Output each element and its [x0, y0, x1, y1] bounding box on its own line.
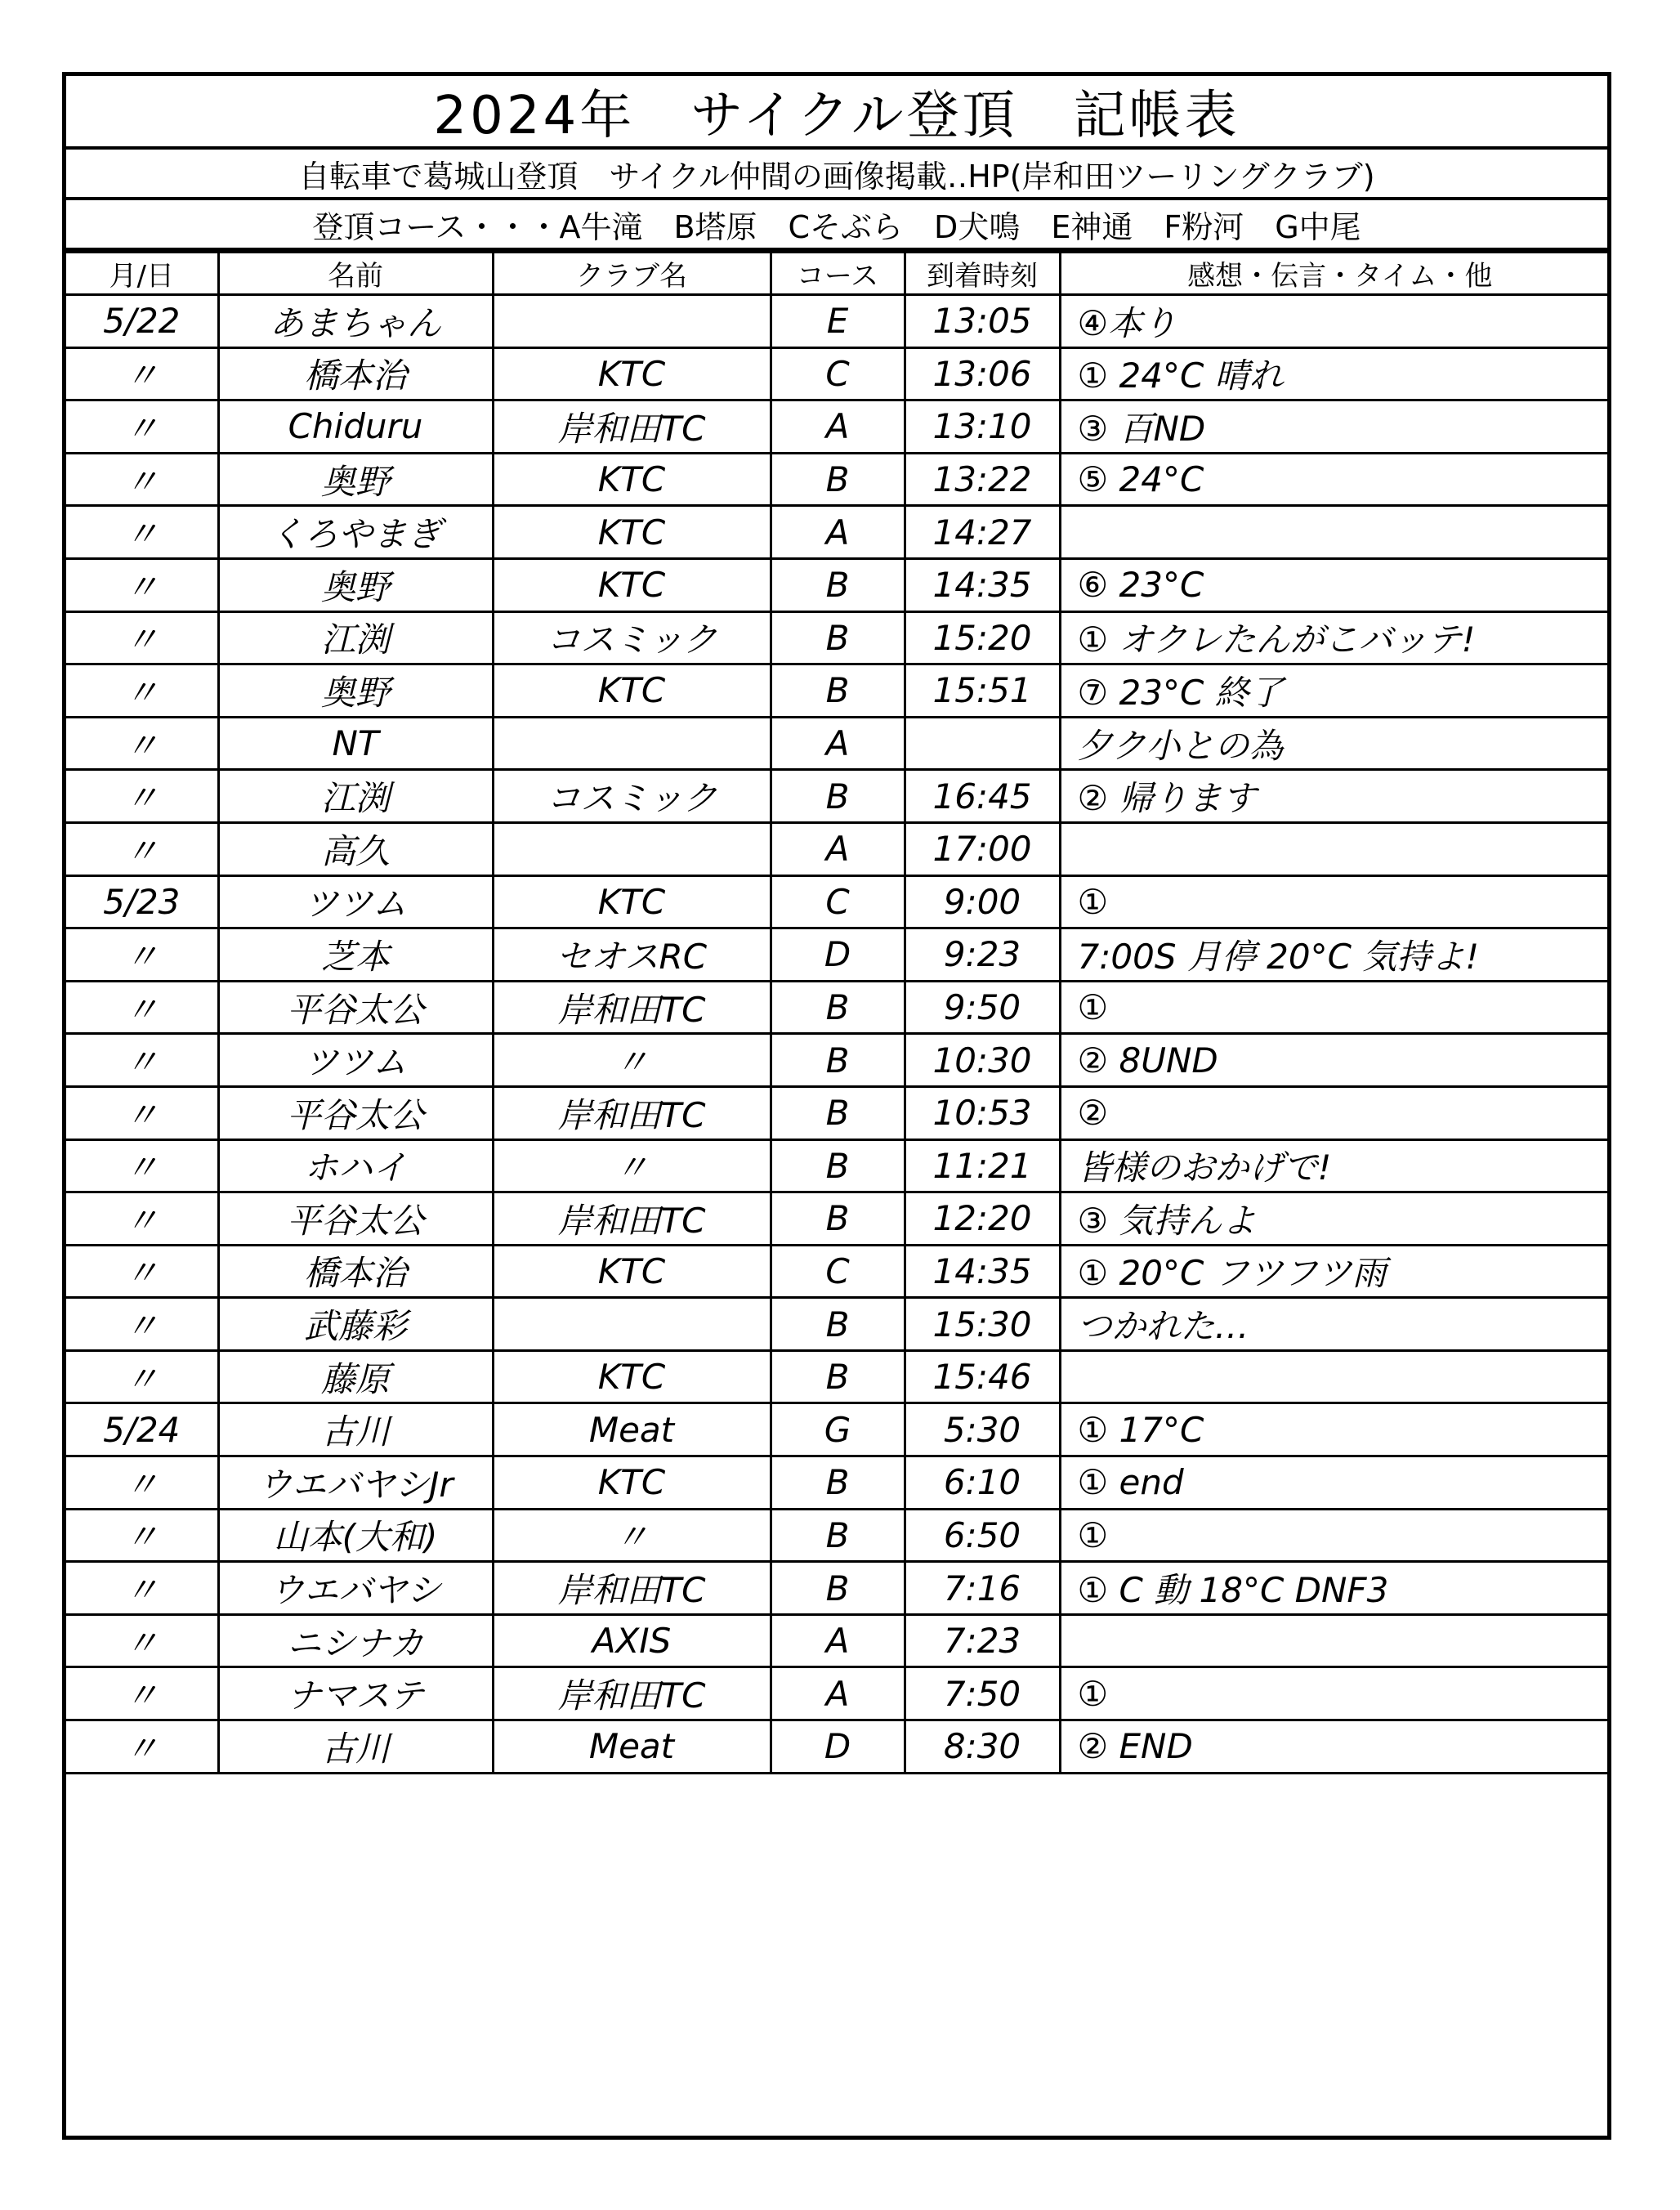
cell-note: [1060, 822, 1607, 875]
header-name: 名前: [218, 253, 493, 295]
cell-course: B: [771, 1192, 905, 1246]
cell-note: ① end: [1060, 1456, 1607, 1510]
cell-course: A: [771, 1667, 905, 1720]
sheet-title: 2024年 サイクル登頂 記帳表: [66, 76, 1607, 150]
cell-club: KTC: [493, 1350, 771, 1403]
table-row: [66, 1298, 1607, 1351]
cell-name: ナマステ: [218, 1667, 493, 1720]
cell-time: 8:30: [905, 1720, 1060, 1774]
cell-course: B: [771, 1034, 905, 1087]
table-row: [66, 1350, 1607, 1403]
cell-time: 6:50: [905, 1509, 1060, 1562]
cell-name: 藤原: [218, 1350, 493, 1403]
cell-time: 9:00: [905, 875, 1060, 928]
cell-note: [1060, 1350, 1607, 1403]
cell-club: KTC: [493, 347, 771, 400]
cell-time: 15:51: [905, 664, 1060, 718]
cell-date: 〃: [66, 1667, 218, 1720]
cell-club: Meat: [493, 1403, 771, 1456]
cell-name: 江渕: [218, 770, 493, 823]
cell-name: 橋本治: [218, 347, 493, 400]
cell-date: 〃: [66, 1139, 218, 1192]
sheet-subtitle: 自転車で葛城山登頂 サイクル仲間の画像掲載‥HP(岸和田ツーリングクラブ): [66, 150, 1607, 200]
cell-note: ①: [1060, 875, 1607, 928]
cell-name: 橋本治: [218, 1245, 493, 1298]
cell-course: B: [771, 664, 905, 718]
table-row: [66, 770, 1607, 823]
cell-course: B: [771, 1298, 905, 1351]
cell-time: 17:00: [905, 822, 1060, 875]
table-row: [66, 558, 1607, 611]
cell-club: Meat: [493, 1720, 771, 1774]
cell-date: 5/23: [66, 875, 218, 928]
cell-date: 〃: [66, 506, 218, 559]
cell-course: B: [771, 1350, 905, 1403]
cell-date: 〃: [66, 1245, 218, 1298]
cell-course: D: [771, 1720, 905, 1774]
cell-name: NT: [218, 717, 493, 770]
cell-club: KTC: [493, 1245, 771, 1298]
cell-course: B: [771, 453, 905, 506]
cell-date: 〃: [66, 1350, 218, 1403]
cell-course: A: [771, 717, 905, 770]
cell-name: ツツム: [218, 875, 493, 928]
cell-name: ウエバヤシJr: [218, 1456, 493, 1510]
cell-name: ウエバヤシ: [218, 1562, 493, 1615]
cell-club: [493, 295, 771, 348]
cell-club: 〃: [493, 1139, 771, 1192]
cell-note: ④本り: [1060, 295, 1607, 348]
cell-course: C: [771, 1245, 905, 1298]
cell-time: 14:35: [905, 558, 1060, 611]
cell-course: C: [771, 875, 905, 928]
cell-course: B: [771, 1562, 905, 1615]
cell-time: 13:06: [905, 347, 1060, 400]
cell-note: ② 帰ります: [1060, 770, 1607, 823]
cell-name: 芝本: [218, 928, 493, 982]
cell-club: セオスRC: [493, 928, 771, 982]
cell-name: くろやまぎ: [218, 506, 493, 559]
cell-club: AXIS: [493, 1614, 771, 1667]
cell-note: ① 24°C 晴れ: [1060, 347, 1607, 400]
cell-time: 14:27: [905, 506, 1060, 559]
cell-note: ③ 気持んよ: [1060, 1192, 1607, 1246]
cell-time: 16:45: [905, 770, 1060, 823]
table-row: [66, 347, 1607, 400]
cell-course: B: [771, 1139, 905, 1192]
course-legend: 登頂コース・・・A牛滝 B塔原 Cそぶら D犬鳴 E神通 F粉河 G中尾: [66, 200, 1607, 251]
cell-course: B: [771, 981, 905, 1034]
cell-name: 平谷太公: [218, 1192, 493, 1246]
cell-club: KTC: [493, 453, 771, 506]
cell-date: 〃: [66, 611, 218, 664]
cell-note: ⑤ 24°C: [1060, 453, 1607, 506]
cell-time: 11:21: [905, 1139, 1060, 1192]
table-row: [66, 822, 1607, 875]
cell-note: ②: [1060, 1086, 1607, 1139]
table-row: [66, 1562, 1607, 1615]
cell-note: ② END: [1060, 1720, 1607, 1774]
cell-time: 13:22: [905, 453, 1060, 506]
table-row: [66, 1245, 1607, 1298]
cell-time: 15:30: [905, 1298, 1060, 1351]
cell-date: 〃: [66, 664, 218, 718]
cell-name: ニシナカ: [218, 1614, 493, 1667]
cell-note: ① オクレたんがこバッテ!: [1060, 611, 1607, 664]
cell-time: 15:46: [905, 1350, 1060, 1403]
cell-club: 〃: [493, 1509, 771, 1562]
cell-club: [493, 822, 771, 875]
cell-course: C: [771, 347, 905, 400]
cell-club: KTC: [493, 506, 771, 559]
table-row: [66, 1667, 1607, 1720]
cell-course: B: [771, 1086, 905, 1139]
cell-name: 古川: [218, 1720, 493, 1774]
cell-club: KTC: [493, 875, 771, 928]
log-rows: [66, 295, 1607, 1774]
table-row: [66, 981, 1607, 1034]
cell-note: ① 20°C フツフツ雨: [1060, 1245, 1607, 1298]
cell-note: ①: [1060, 981, 1607, 1034]
cell-time: [905, 717, 1060, 770]
cell-date: 〃: [66, 347, 218, 400]
log-table: [66, 251, 1607, 1774]
table-row: [66, 664, 1607, 718]
cell-note: ①: [1060, 1509, 1607, 1562]
cell-name: 奥野: [218, 558, 493, 611]
cell-club: KTC: [493, 558, 771, 611]
cell-time: 10:53: [905, 1086, 1060, 1139]
cell-time: 7:23: [905, 1614, 1060, 1667]
table-row: [66, 1509, 1607, 1562]
cell-name: ホハイ: [218, 1139, 493, 1192]
cell-course: G: [771, 1403, 905, 1456]
cell-time: 13:05: [905, 295, 1060, 348]
cell-note: ⑥ 23°C: [1060, 558, 1607, 611]
cell-date: 〃: [66, 981, 218, 1034]
cell-time: 5:30: [905, 1403, 1060, 1456]
table-row: [66, 453, 1607, 506]
cell-course: A: [771, 822, 905, 875]
cell-note: ⑦ 23°C 終了: [1060, 664, 1607, 718]
cell-date: 〃: [66, 1562, 218, 1615]
cell-club: 岸和田TC: [493, 1562, 771, 1615]
cell-club: KTC: [493, 1456, 771, 1510]
cell-club: 岸和田TC: [493, 400, 771, 454]
cell-club: 〃: [493, 1034, 771, 1087]
cell-date: 〃: [66, 1509, 218, 1562]
cell-club: 岸和田TC: [493, 981, 771, 1034]
cell-course: B: [771, 770, 905, 823]
cell-date: 〃: [66, 400, 218, 454]
cell-date: 5/22: [66, 295, 218, 348]
cell-course: E: [771, 295, 905, 348]
cell-note: 皆様のおかげで!: [1060, 1139, 1607, 1192]
header-course: コース: [771, 253, 905, 295]
cell-club: 岸和田TC: [493, 1192, 771, 1246]
cell-course: B: [771, 1456, 905, 1510]
log-sheet: [62, 72, 1611, 2140]
cell-course: B: [771, 558, 905, 611]
header-row: [66, 253, 1607, 295]
cell-club: [493, 717, 771, 770]
table-row: [66, 1086, 1607, 1139]
cell-time: 7:50: [905, 1667, 1060, 1720]
cell-course: A: [771, 1614, 905, 1667]
cell-date: 〃: [66, 1298, 218, 1351]
cell-course: A: [771, 506, 905, 559]
table-row: [66, 1614, 1607, 1667]
cell-name: 平谷太公: [218, 1086, 493, 1139]
cell-note: ② 8UND: [1060, 1034, 1607, 1087]
table-row: [66, 400, 1607, 454]
cell-course: B: [771, 1509, 905, 1562]
cell-club: KTC: [493, 664, 771, 718]
cell-time: 9:23: [905, 928, 1060, 982]
table-row: [66, 1720, 1607, 1774]
cell-note: 7:00S 月停 20°C 気持よ!: [1060, 928, 1607, 982]
cell-date: 〃: [66, 770, 218, 823]
cell-note: つかれた…: [1060, 1298, 1607, 1351]
cell-note: [1060, 1614, 1607, 1667]
cell-date: 5/24: [66, 1403, 218, 1456]
table-row: [66, 1139, 1607, 1192]
cell-time: 12:20: [905, 1192, 1060, 1246]
cell-date: 〃: [66, 1720, 218, 1774]
table-row: [66, 506, 1607, 559]
cell-time: 13:10: [905, 400, 1060, 454]
cell-date: 〃: [66, 822, 218, 875]
cell-name: 武藤彩: [218, 1298, 493, 1351]
cell-name: 奥野: [218, 453, 493, 506]
table-row: [66, 1403, 1607, 1456]
table-row: [66, 1456, 1607, 1510]
header-note: 感想・伝言・タイム・他: [1060, 253, 1607, 295]
table-row: [66, 717, 1607, 770]
header-time: 到着時刻: [905, 253, 1060, 295]
cell-course: A: [771, 400, 905, 454]
cell-time: 10:30: [905, 1034, 1060, 1087]
cell-name: 高久: [218, 822, 493, 875]
cell-date: 〃: [66, 1034, 218, 1087]
table-row: [66, 611, 1607, 664]
table-row: [66, 928, 1607, 982]
cell-date: 〃: [66, 1086, 218, 1139]
cell-name: ツツム: [218, 1034, 493, 1087]
cell-course: B: [771, 611, 905, 664]
cell-time: 7:16: [905, 1562, 1060, 1615]
cell-date: 〃: [66, 1456, 218, 1510]
cell-date: 〃: [66, 1192, 218, 1246]
cell-club: コスミック: [493, 611, 771, 664]
cell-course: D: [771, 928, 905, 982]
cell-note: [1060, 506, 1607, 559]
cell-name: 平谷太公: [218, 981, 493, 1034]
cell-note: 夕ク小との為: [1060, 717, 1607, 770]
table-row: [66, 1034, 1607, 1087]
table-row: [66, 1192, 1607, 1246]
cell-name: あまちゃん: [218, 295, 493, 348]
cell-name: 古川: [218, 1403, 493, 1456]
cell-note: ③ 百ND: [1060, 400, 1607, 454]
cell-note: ① C 動 18°C DNF3: [1060, 1562, 1607, 1615]
cell-date: 〃: [66, 453, 218, 506]
cell-name: 山本(大和): [218, 1509, 493, 1562]
cell-date: 〃: [66, 928, 218, 982]
header-club: クラブ名: [493, 253, 771, 295]
cell-club: 岸和田TC: [493, 1086, 771, 1139]
header-date: 月/日: [66, 253, 218, 295]
table-row: [66, 875, 1607, 928]
cell-date: 〃: [66, 558, 218, 611]
cell-name: Chiduru: [218, 400, 493, 454]
cell-time: 14:35: [905, 1245, 1060, 1298]
cell-time: 6:10: [905, 1456, 1060, 1510]
cell-club: [493, 1298, 771, 1351]
cell-club: コスミック: [493, 770, 771, 823]
table-row: [66, 295, 1607, 348]
cell-date: 〃: [66, 1614, 218, 1667]
cell-time: 15:20: [905, 611, 1060, 664]
cell-club: 岸和田TC: [493, 1667, 771, 1720]
cell-date: 〃: [66, 717, 218, 770]
cell-name: 江渕: [218, 611, 493, 664]
cell-note: ① 17°C: [1060, 1403, 1607, 1456]
cell-time: 9:50: [905, 981, 1060, 1034]
cell-note: ①: [1060, 1667, 1607, 1720]
cell-name: 奥野: [218, 664, 493, 718]
